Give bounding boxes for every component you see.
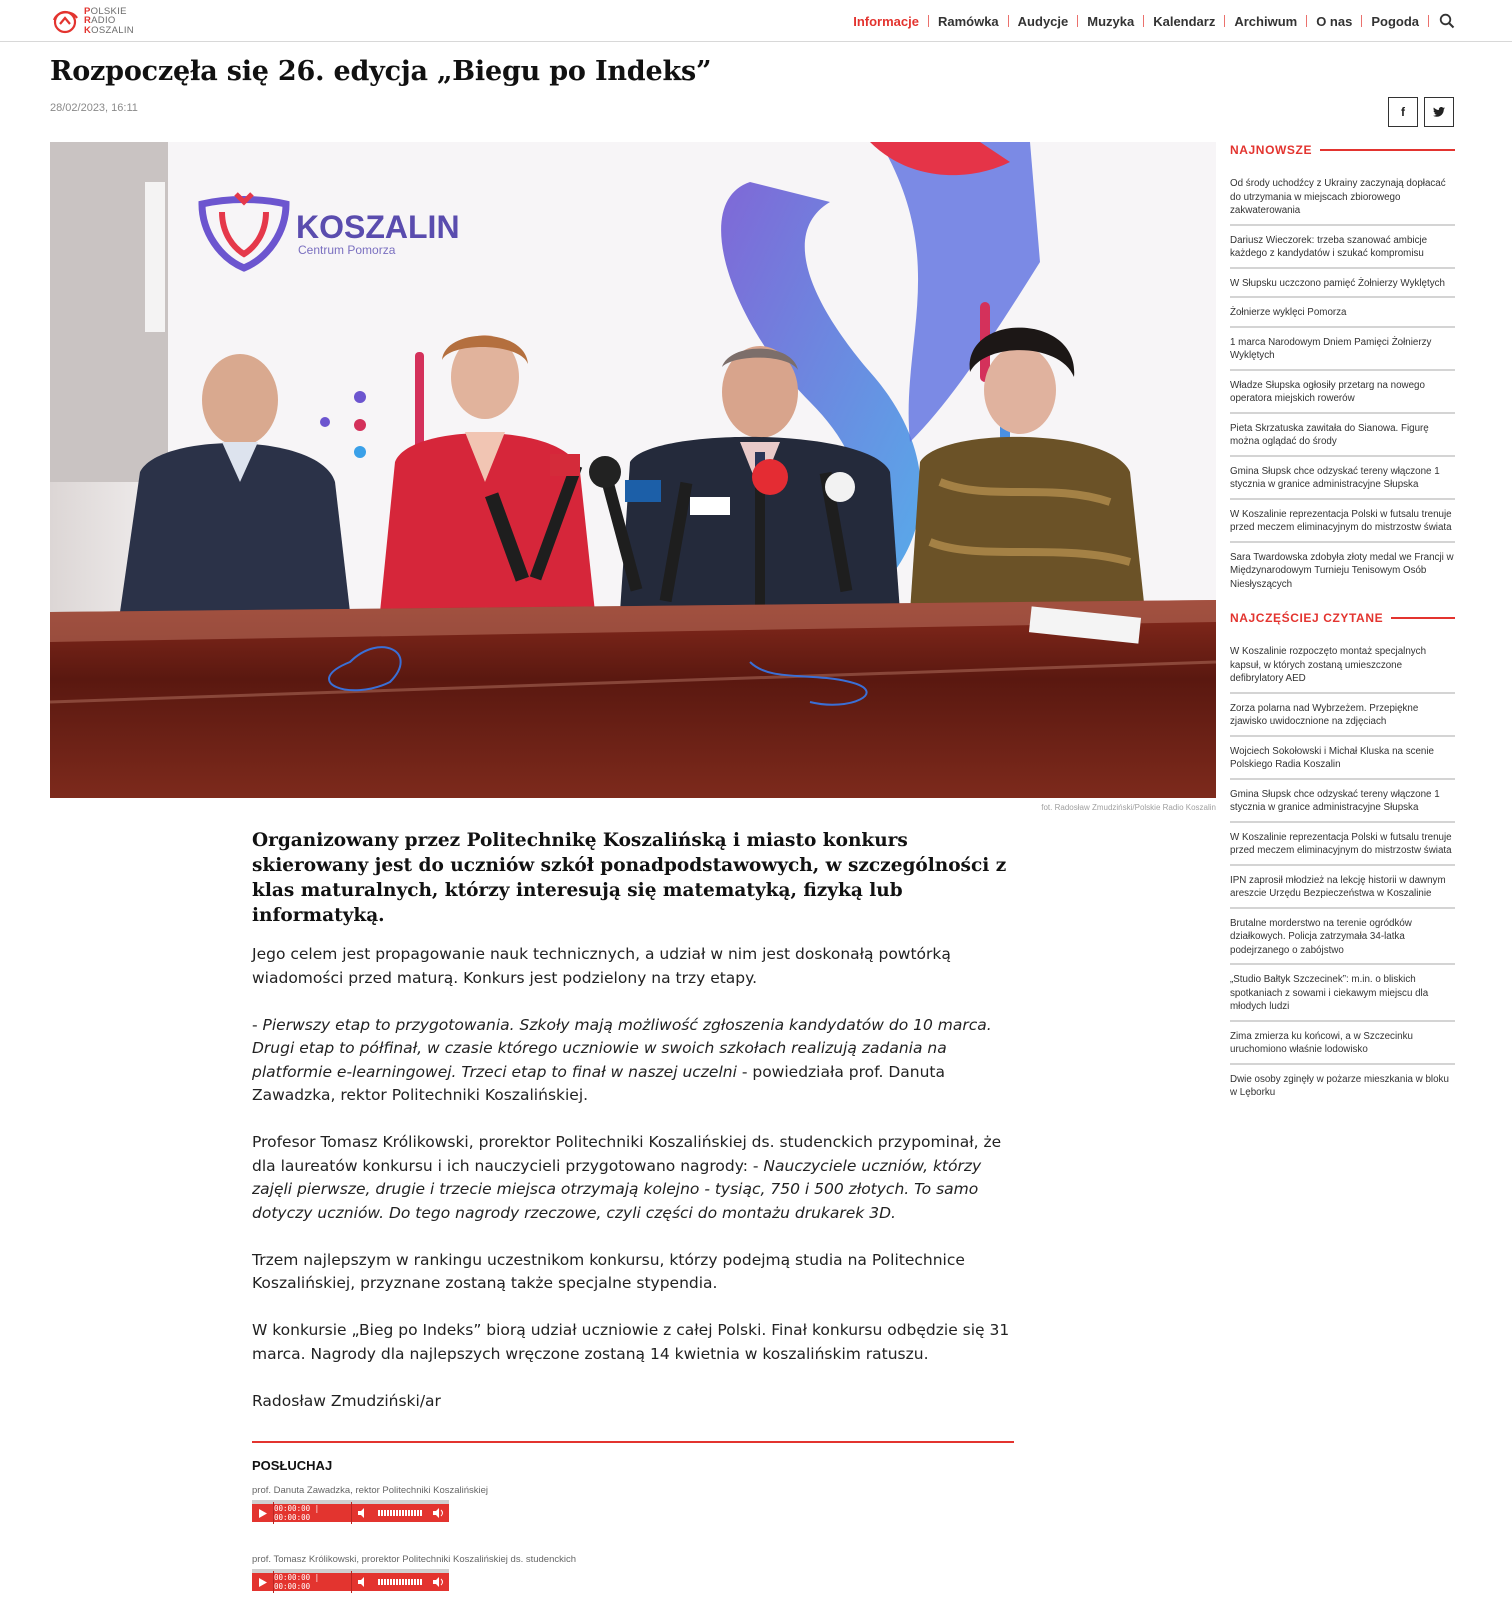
volume-button[interactable]: [352, 1571, 374, 1593]
list-item[interactable]: Zorza polarna nad Wybrzeżem. Przepiękne zjawisko uwidocznione na zdjęciach: [1230, 694, 1455, 737]
article-author: Radosław Zmudziński/ar: [252, 1391, 441, 1410]
audio-track-label: prof. Danuta Zawadzka, rektor Politechniki Koszalińskiej: [252, 1485, 489, 1496]
list-item[interactable]: 1 marca Narodowym Dniem Pamięci Żołnierzy Wyklętych: [1230, 328, 1455, 371]
search-icon[interactable]: [1439, 13, 1455, 29]
nav-item-pogoda[interactable]: Pogoda: [1371, 13, 1419, 29]
banner-brand-text: KOSZALIN: [296, 209, 460, 245]
list-item[interactable]: Pieta Skrzatuska zawitała do Sianowa. Figurę można oglądać do środy: [1230, 414, 1455, 457]
article-paragraph: - Pierwszy etap to przygotowania. Szkoły mają możliwość zgłoszenia kandydatów do 10 marca. Drugi etap to półfinał, w czasie którego uczniowie w swoich szkołach realizują zadania na platformie e-learningowej. Trzeci etap to finał w naszej uczelni - powiedziała prof. Danuta Zawadzka, rektor Politechniki Koszalińskiej.: [252, 1015, 992, 1104]
audio-track-label: prof. Tomasz Królikowski, prorektor Politechniki Koszalińskiej ds. studenckich: [252, 1554, 577, 1565]
nav-item-ramowka[interactable]: Ramówka: [937, 13, 999, 29]
photo-credit: fot. Radosław Zmudziński/Polskie Radio Koszalin: [1041, 803, 1216, 812]
mute-button[interactable]: [427, 1571, 449, 1593]
list-item[interactable]: Wojciech Sokołowski i Michał Kluska na scenie Polskiego Radia Koszalin: [1230, 737, 1455, 780]
article-photo: [50, 142, 1216, 798]
audio-player: [252, 1569, 449, 1591]
mute-button[interactable]: [427, 1502, 449, 1524]
article-paragraph: Jego celem jest propagowanie nauk technicznych, a udział w nim jest doskonałą powtórką wiadomości przed maturą. Konkurs jest podzielony na trzy etapy.: [252, 945, 951, 987]
logo-wordmark: POLSKIE RADIO KOSZALIN: [84, 5, 134, 36]
speaker-icon: [433, 1577, 444, 1587]
list-item[interactable]: W Koszalinie reprezentacja Polski w futsalu trenuje przed meczem eliminacyjnym do mistrzostw świata: [1230, 500, 1455, 543]
speaker-icon: [433, 1508, 444, 1518]
volume-slider[interactable]: [374, 1502, 427, 1524]
list-item[interactable]: Władze Słupska ogłosiły przetarg na nowego operatora miejskich rowerów: [1230, 371, 1455, 414]
volume-icon: [358, 1508, 368, 1518]
article-paragraph: Trzem najlepszym w rankingu uczestnikom konkursu, którzy podejmą studia na Politechnice Koszalińskiej, przyznane zostaną także specjalne stypendia.: [252, 1250, 965, 1292]
section-header-newest: [1230, 141, 1455, 159]
main-nav: [844, 0, 1512, 42]
play-icon: [259, 1578, 267, 1587]
twitter-icon: [1433, 107, 1445, 117]
site-header: [0, 0, 1512, 42]
press-conference-image: [50, 142, 1216, 798]
nav-item-kalendarz[interactable]: Kalendarz: [1153, 13, 1216, 29]
listen-title: POSŁUCHAJ: [252, 1458, 333, 1473]
nav-item-audycje[interactable]: Audycje: [1017, 13, 1069, 29]
nav-separator: [1428, 15, 1429, 27]
play-button[interactable]: [252, 1571, 274, 1593]
play-button[interactable]: [252, 1502, 274, 1524]
audio-player: [252, 1500, 449, 1522]
article-title: Rozpoczęła się 26. edycja „Biegu po Indeks”: [50, 56, 712, 87]
list-item[interactable]: W Słupsku uczczono pamięć Żołnierzy Wyklętych: [1230, 269, 1455, 299]
volume-button[interactable]: [352, 1502, 374, 1524]
share-facebook-button[interactable]: [1388, 97, 1418, 127]
list-item[interactable]: Żołnierze wyklęci Pomorza: [1230, 298, 1455, 328]
banner-sub-text: Centrum Pomorza: [298, 243, 396, 257]
listen-divider: [252, 1441, 1014, 1443]
play-icon: [259, 1509, 267, 1518]
list-item[interactable]: „Studio Bałtyk Szczecinek”: m.in. o bliskich spotkaniach z sowami i ciekawym miejscu dla młodych ludzi: [1230, 965, 1455, 1022]
sidebar-popular: [1230, 609, 1455, 1106]
nav-item-archiwum[interactable]: Archiwum: [1234, 13, 1298, 29]
list-item[interactable]: W Koszalinie rozpoczęto montaż specjalnych kapsuł, w których zostaną umieszczone defibrylatory AED: [1230, 637, 1455, 694]
section-title: NAJCZĘŚCIEJ CZYTANE: [1230, 611, 1384, 625]
share-twitter-button[interactable]: [1424, 97, 1454, 127]
article-paragraph: W konkursie „Bieg po Indeks” biorą udział uczniowie z całej Polski. Finał konkursu odbędzie się 31 marca. Nagrody dla najlepszych wręczone zostaną 14 kwietnia w koszalińskim ratuszu.: [252, 1321, 1010, 1363]
article-date: 28/02/2023, 16:11: [50, 102, 138, 114]
radio-logo-icon: [50, 6, 80, 36]
article-paragraph: Profesor Tomasz Królikowski, prorektor Politechniki Koszalińskiej ds. studenckich przypominał, że dla laureatów konkursu i ich nauczycieli przygotowano nagrody: - Nauczyciele uczniów, którzy zajęli pierwsze, drugie i trzecie miejsca otrzymają kolejno - tysiąc, 750 i 500 złotych. To samo dotyczy uczniów. Do tego nagrody rzeczowe, czyli części do montażu drukarek 3D.: [252, 1133, 1002, 1222]
site-logo[interactable]: [50, 5, 160, 37]
list-item[interactable]: Gmina Słupsk chce odzyskać tereny włączone 1 stycznia w granice administracyjne Słupska: [1230, 780, 1455, 823]
list-item[interactable]: IPN zaprosił młodzież na lekcję historii w dawnym areszcie Urzędu Bezpieczeństwa w Koszalinie: [1230, 866, 1455, 909]
list-item[interactable]: Sara Twardowska zdobyła złoty medal we Francji w Międzynarodowym Turnieju Tenisowym Osób Niesłyszących: [1230, 551, 1454, 590]
list-item[interactable]: Gmina Słupsk chce odzyskać tereny włączone 1 stycznia w granice administracyjne Słupska: [1230, 457, 1455, 500]
volume-icon: [358, 1577, 368, 1587]
newest-list: [1230, 169, 1455, 597]
list-item[interactable]: Dwie osoby zginęły w pożarze mieszkania w bloku w Lęborku: [1230, 1073, 1449, 1098]
nav-item-o-nas[interactable]: O nas: [1316, 13, 1353, 29]
list-item[interactable]: Od środy uchodźcy z Ukrainy zaczynają dopłacać do utrzymania w miejscach zbiorowego zakwaterowania: [1230, 169, 1455, 226]
article-lead: Organizowany przez Politechnikę Koszalińską i miasto konkurs skierowany jest do uczniów szkół ponadpodstawowych, w szczególności z klas maturalnych, którzy interesują się matematyką, fizyką lub informatyką.: [252, 830, 1007, 926]
list-item[interactable]: W Koszalinie reprezentacja Polski w futsalu trenuje przed meczem eliminacyjnym do mistrzostw świata: [1230, 823, 1455, 866]
facebook-icon: f: [1401, 105, 1405, 119]
article-body: [252, 943, 1012, 1437]
list-item[interactable]: Brutalne morderstwo na terenie ogródków działkowych. Policja zatrzymała 34-latka podejrzanego o zabójstwo: [1230, 909, 1455, 966]
list-item[interactable]: Dariusz Wieczorek: trzeba szanować ambicje każdego z kandydatów i szukać kompromisu: [1230, 226, 1455, 269]
nav-item-muzyka[interactable]: Muzyka: [1087, 13, 1135, 29]
audio-time: 00:00:00 | 00:00:00: [274, 1571, 352, 1593]
list-item[interactable]: Zima zmierza ku końcowi, a w Szczecinku uruchomiono właśnie lodowisko: [1230, 1022, 1455, 1065]
popular-list: [1230, 637, 1455, 1106]
nav-item-informacje[interactable]: Informacje: [853, 13, 919, 29]
sidebar-newest: [1230, 141, 1455, 597]
audio-time: 00:00:00 | 00:00:00: [274, 1502, 352, 1524]
section-title: NAJNOWSZE: [1230, 143, 1313, 157]
volume-slider[interactable]: [374, 1571, 427, 1593]
section-header-popular: [1230, 609, 1455, 627]
